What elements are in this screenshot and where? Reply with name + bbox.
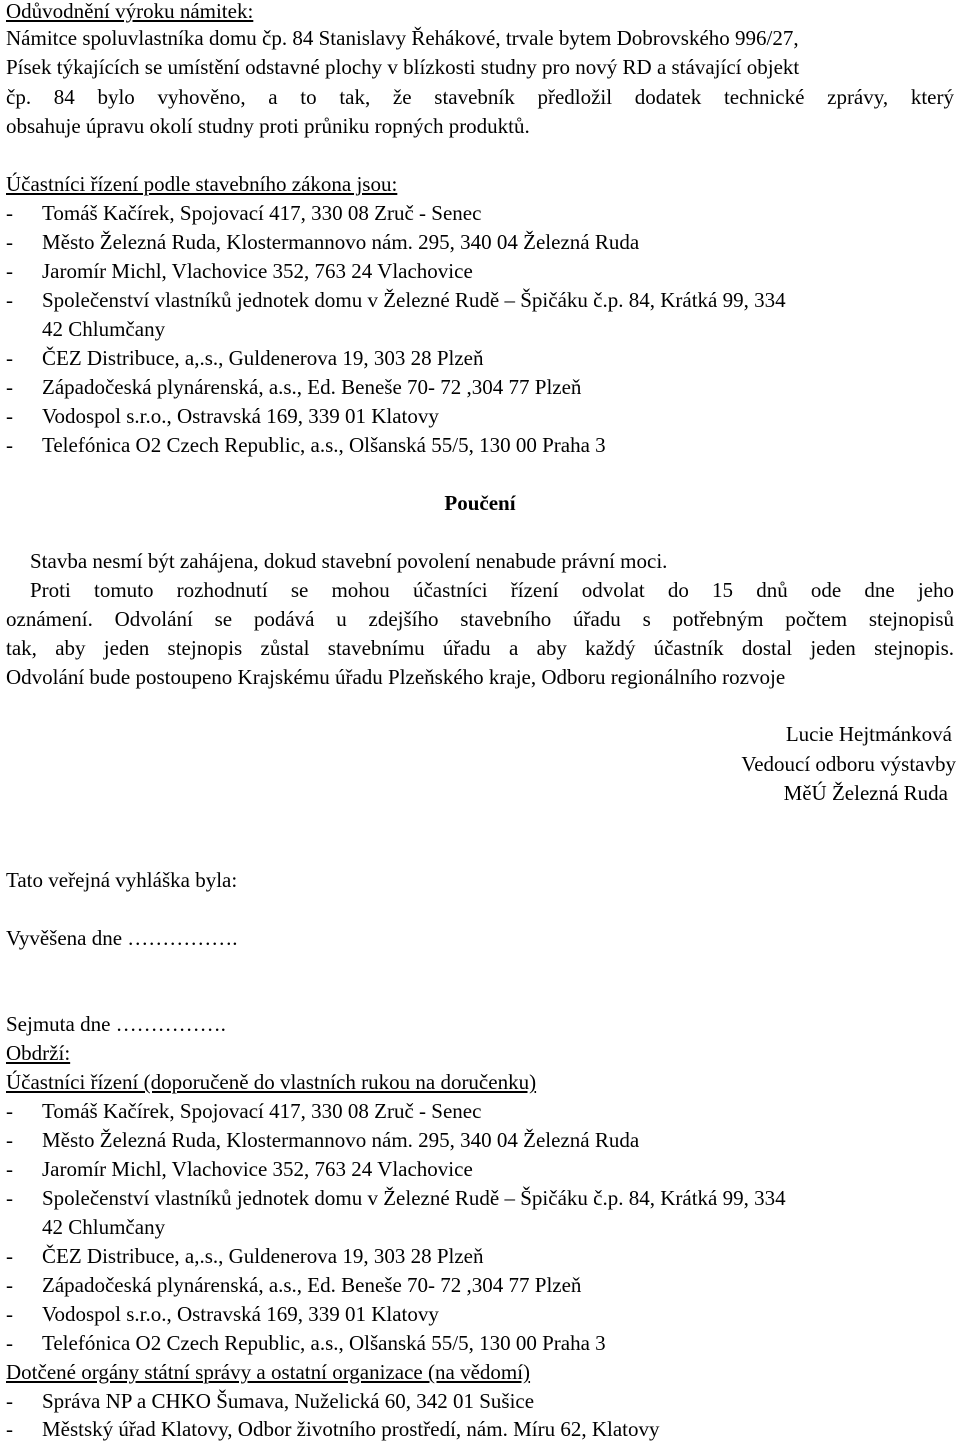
authority-item: - Městský úřad Klatovy, Odbor životního prostředí, nám. Míru 62, Klatovy	[6, 1415, 659, 1444]
bullet-dash: -	[6, 201, 13, 225]
bullet-dash: -	[6, 1389, 13, 1413]
participant-item: - Telefónica O2 Czech Republic, a.s., Olšanská 55/5, 130 00 Praha 3	[6, 431, 606, 460]
posted-date-line: Vyvěšena dne …………….	[6, 926, 238, 950]
bullet-dash: -	[6, 346, 13, 370]
signatory-name: Lucie Hejtmánková	[785, 722, 952, 746]
instruction-line: oznámení. Odvolání se podává u zdejšího stavebního úřadu s potřebným počtem stejnopisů	[6, 607, 954, 631]
bullet-dash: -	[6, 1157, 13, 1181]
bullet-dash: -	[6, 433, 13, 457]
recipient-item: - Západočeská plynárenská, a.s., Ed. Beneše 70- 72 ,304 77 Plzeň	[6, 1271, 581, 1300]
participant-item: - Západočeská plynárenská, a.s., Ed. Beneše 70- 72 ,304 77 Plzeň	[6, 373, 581, 402]
recipient-item-continuation: 42 Chlumčany	[42, 1215, 166, 1239]
recipient-item: - Vodospol s.r.o., Ostravská 169, 339 01 Klatovy	[6, 1300, 439, 1329]
bullet-dash: -	[6, 1099, 13, 1123]
bullet-dash: -	[6, 230, 13, 254]
bullet-dash: -	[6, 1302, 13, 1326]
reasons-line: obsahuje úpravu okolí studny proti průniku ropných produktů.	[6, 114, 530, 138]
bullet-dash: -	[6, 288, 13, 312]
participant-item: - Město Železná Ruda, Klostermannovo nám. 295, 340 04 Železná Ruda	[6, 228, 639, 257]
notice-intro: Tato veřejná vyhláška byla:	[6, 868, 238, 892]
participant-item: - ČEZ Distribuce, a,.s., Guldenerova 19, 303 28 Plzeň	[6, 344, 484, 373]
bullet-dash: -	[6, 1186, 13, 1210]
participant-item: - Jaromír Michl, Vlachovice 352, 763 24 Vlachovice	[6, 257, 473, 286]
recipient-item: - Město Železná Ruda, Klostermannovo nám. 295, 340 04 Železná Ruda	[6, 1126, 639, 1155]
instruction-line: tak, aby jeden stejnopis zůstal stavebnímu úřadu a aby každý účastník dostal jeden stejnopis.	[6, 636, 954, 660]
recipients-heading: Účastníci řízení (doporučeně do vlastních rukou na doručenku)	[6, 1070, 537, 1094]
signatory-role: Vedoucí odboru výstavby	[741, 752, 956, 776]
participant-item: - Vodospol s.r.o., Ostravská 169, 339 01 Klatovy	[6, 402, 439, 431]
recipient-item: - Tomáš Kačírek, Spojovací 417, 330 08 Zruč - Senec	[6, 1097, 481, 1126]
recipient-item: - ČEZ Distribuce, a,.s., Guldenerova 19, 303 28 Plzeň	[6, 1242, 484, 1271]
reasons-line: čp. 84 bylo vyhověno, a to tak, že stavebník předložil dodatek technické zprávy, který	[6, 85, 954, 109]
authority-item: - Správa NP a CHKO Šumava, Nuželická 60, 342 01 Sušice	[6, 1387, 534, 1416]
bullet-dash: -	[6, 259, 13, 283]
recipient-item: - Telefónica O2 Czech Republic, a.s., Olšanská 55/5, 130 00 Praha 3	[6, 1329, 606, 1358]
bullet-dash: -	[6, 375, 13, 399]
reasons-line: Písek týkajících se umístění odstavné plochy v blízkosti studny pro nový RD a stávající objekt	[6, 55, 800, 79]
participant-item: - Tomáš Kačírek, Spojovací 417, 330 08 Zruč - Senec	[6, 199, 481, 228]
bullet-dash: -	[6, 1417, 13, 1441]
bullet-dash: -	[6, 1331, 13, 1355]
reasons-heading: Odůvodnění výroku námitek:	[6, 0, 254, 23]
participants-heading: Účastníci řízení podle stavebního zákona jsou:	[6, 172, 398, 196]
bullet-dash: -	[6, 1273, 13, 1297]
recipient-item: - Jaromír Michl, Vlachovice 352, 763 24 Vlachovice	[6, 1155, 473, 1184]
reasons-line: Námitce spoluvlastníka domu čp. 84 Stanislavy Řehákové, trvale bytem Dobrovského 996/27,	[6, 26, 799, 50]
instruction-heading: Poučení	[444, 491, 516, 515]
authorities-heading: Dotčené orgány státní správy a ostatní organizace (na vědomí)	[6, 1360, 531, 1384]
removed-date-line: Sejmuta dne …………….	[6, 1012, 226, 1036]
instruction-line: Proti tomuto rozhodnutí se mohou účastníci řízení odvolat do 15 dnů ode dne jeho	[30, 578, 954, 602]
signatory-office: MěÚ Železná Ruda	[783, 781, 948, 805]
recipients-label: Obdrží:	[6, 1041, 71, 1065]
bullet-dash: -	[6, 404, 13, 428]
instruction-line: Stavba nesmí být zahájena, dokud stavební povolení nenabude právní moci.	[30, 549, 668, 573]
participant-item: - Společenství vlastníků jednotek domu v Železné Rudě – Špičáku č.p. 84, Krátká 99, 334	[6, 286, 786, 315]
bullet-dash: -	[6, 1128, 13, 1152]
participant-item-continuation: 42 Chlumčany	[42, 317, 166, 341]
instruction-line: Odvolání bude postoupeno Krajskému úřadu Plzeňského kraje, Odboru regionálního rozvoje	[6, 665, 786, 689]
bullet-dash: -	[6, 1244, 13, 1268]
recipient-item: - Společenství vlastníků jednotek domu v Železné Rudě – Špičáku č.p. 84, Krátká 99, 334	[6, 1184, 786, 1213]
